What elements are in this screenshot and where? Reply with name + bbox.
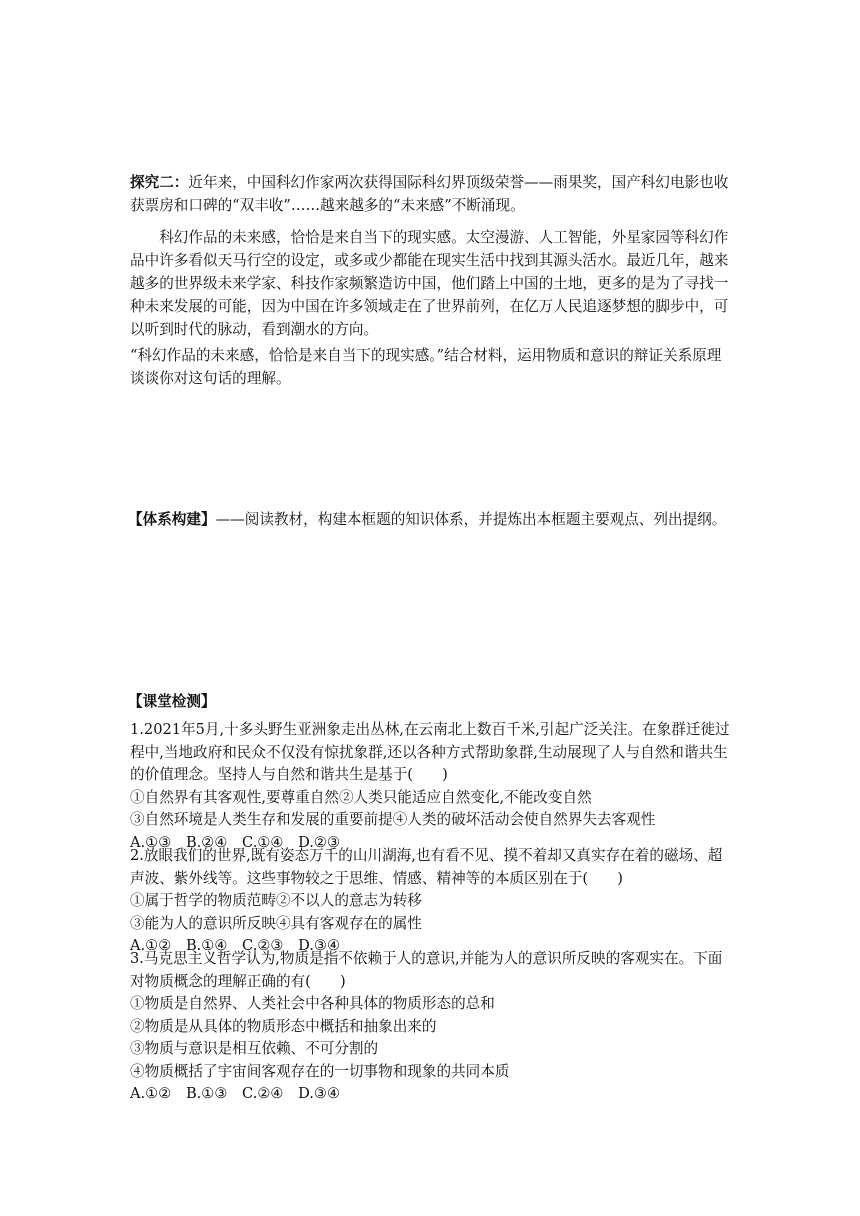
system-label: 【体系构建】 xyxy=(128,511,216,528)
question-3-answers: A.①② B.①③ C.②④ D.③④ xyxy=(130,1085,341,1102)
question-1-options-b: ③自然环境是人类生存和发展的重要前提④人类的破坏活动会使自然界失去客观性 xyxy=(130,811,656,828)
question-3-stem: 3.马克思主义哲学认为,物质是指不依赖于人的意识,并能为人的意识所反映的客观实在。下面对物质概念的理解正确的有( ) xyxy=(130,950,723,990)
system-paragraph xyxy=(128,508,768,531)
question-1-stem: 1.2021年5月,十多头野生亚洲象走出丛林,在云南北上数百千米,引起广泛关注。在象群迁徙过程中,当地政府和民众不仅没有惊扰象群,还以各种方式帮助象群,生动展现了人与自然和谐共生的价值理念。坚持人与自然和谐共生是基于( ) xyxy=(130,721,730,783)
question-1-answers: A.①③ B.②④ C.①④ D.②③ xyxy=(130,833,341,851)
question-1-options-a: ①自然界有其客观性,要尊重自然②人类只能适应自然变化,不能改变自然 xyxy=(130,788,592,806)
question-2-options-a: ①属于哲学的物质范畴②不以人的意志为转移 xyxy=(130,892,422,909)
system-text: ——阅读教材，构建本框题的知识体系，并提炼出本框题主要观点、列出提纲。 xyxy=(215,511,727,528)
question-3-option-4: ④物质概括了宇宙间客观存在的一切事物和现象的共同本质 xyxy=(130,1062,510,1080)
question-3-option-1: ①物质是自然界、人类社会中各种具体的物质形态的总和 xyxy=(130,995,495,1012)
question-2-answers: A.①② B.①④ C.②③ D.③④ xyxy=(130,937,341,954)
question-3-option-3: ③物质与意识是相互依赖、不可分割的 xyxy=(130,1040,379,1057)
question-3 xyxy=(130,948,734,1106)
explore2-material: 科幻作品的未来感，恰恰是来自当下的现实感。太空漫游、人工智能，外星家园等科幻作品中许多看似天马行空的设定，或多或少都能在现实生活中找到其源头活水。最近几年，越来越多的世界级未来学家、科技作家频繁造访中国，他们踏上中国的土地，更多的是为了寻找一种未来发展的可能，因为中国在许多领域走在了世界前列，在亿万人民追逐梦想的脚步中，可以听到时代的脉动，看到潮水的方向。 xyxy=(130,229,729,338)
question-2-options-b: ③能为人的意识所反映④具有客观存在的属性 xyxy=(130,914,422,932)
explore2-label: 探究二： xyxy=(130,174,189,191)
question-2-stem: 2.放眼我们的世界,既有姿态万千的山川湖海,也有看不见、摸不着却又真实存在着的磁场、超声波、紫外线等。这些事物较之于思维、情感、精神等的本质区别在于( ) xyxy=(130,847,723,887)
explore2-intro: 近年来，中国科幻作家两次获得国际科幻界顶级荣誉——雨果奖，国产科幻电影也收获票房和口碑的“双丰收”……越来越多的“未来感”不断涌现。 xyxy=(130,174,729,214)
question-3-option-2: ②物质是从具体的物质形态中概括和抽象出来的 xyxy=(130,1017,437,1035)
explore2-question-paragraph xyxy=(130,345,734,390)
explore2-question: “科幻作品的未来感，恰恰是来自当下的现实感。”结合材料，运用物质和意识的辩证关系原理谈谈你对这句话的理解。 xyxy=(130,347,722,387)
question-2 xyxy=(130,845,734,958)
explore2-intro-paragraph xyxy=(130,171,734,217)
test-heading: 【课堂检测】 xyxy=(128,693,216,710)
explore2-material-paragraph xyxy=(130,226,734,341)
question-1 xyxy=(130,719,734,854)
